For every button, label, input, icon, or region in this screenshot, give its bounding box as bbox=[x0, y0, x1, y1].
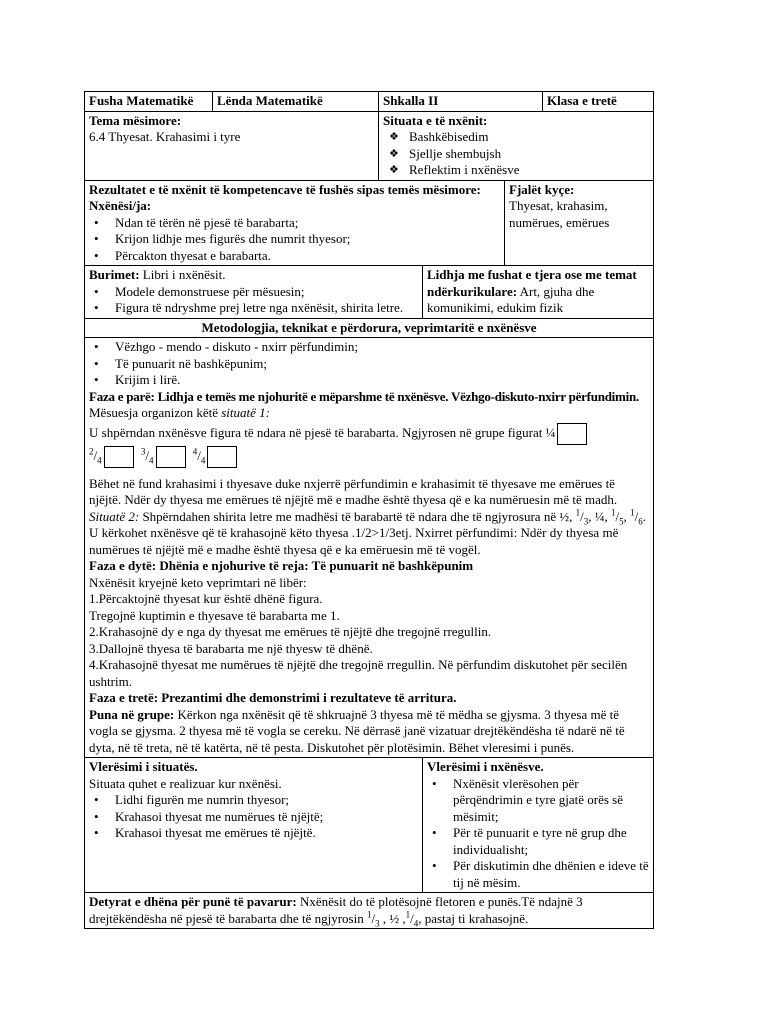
metodologjia-list bbox=[89, 339, 649, 389]
vleresimi-nxenesve-cell bbox=[423, 758, 654, 893]
header-klasa: Klasa e tretë bbox=[543, 92, 654, 112]
burimet-value: Libri i nxënësit. bbox=[139, 267, 226, 282]
rezultatet-label: Rezultatet e të nxënit të kompetencave të fushës sipas temës mësimore: Nxënësi/ja: bbox=[89, 181, 481, 213]
vleresimi-situates-label: Vlerësimi i situatës. bbox=[89, 759, 198, 775]
faza3-paragraph: Puna në grupe: Kërkon nga nxënësit që të shkruajnë 3 thyesa më të mëdha se gjysma. 3 thyesa më të vogla se gjysma. 2 thyesa më të vogla se cereku. Në dërrasë janë vizatuar drejtëkëndësha të ndarë në të dyta, në të treta, në të katërta, në të pesta. Diskutohet për plotësimin. Bëhet vleresimi i punës. bbox=[89, 706, 625, 755]
vleresimi-nxenesve-item: • Për të punuarit e tyre në grup dhe individualisht; bbox=[427, 825, 649, 858]
rezultatet-item: • Krijon lidhje mes figurës dhe numrit thyesor; bbox=[89, 231, 500, 248]
metodologjia-item: • Krijim i lirë. bbox=[89, 372, 649, 389]
fraction-figures-row bbox=[89, 445, 649, 468]
burimet-list bbox=[89, 284, 418, 317]
detyrat-cell: Detyrat e dhëna për punë të pavarur: Nxënësit do të plotësojnë fletoren e punës.Të ndajnë 3 drejtëkëndësha në pjesë të barabarta dhe të ngjyrosin $^1/_3$ , ½ $,^1/_4$, pastaj ti krahasojnë. bbox=[85, 893, 654, 929]
tema-value: 6.4 Thyesat. Krahasimi i tyre bbox=[89, 129, 241, 144]
detyrat-label: Detyrat e dhëna për punë të pavarur: bbox=[89, 894, 297, 910]
situata2-label: Situatë 2: bbox=[89, 508, 140, 524]
tema-row bbox=[85, 111, 654, 180]
faza1-intro: Mësuesja organizon këtë bbox=[89, 405, 222, 420]
situata-list bbox=[383, 129, 649, 179]
vleresimi-situates-list bbox=[89, 792, 418, 842]
faza1-intro-italic: situatë 1: bbox=[221, 405, 270, 420]
vleresimi-situates-item: • Krahasoi thyesat me numërues të njëjtë; bbox=[89, 809, 418, 826]
lidhja-cell bbox=[423, 266, 654, 319]
lesson-plan-page bbox=[84, 91, 653, 929]
metodologjia-title-row bbox=[85, 318, 654, 338]
fjalet-cell bbox=[505, 180, 654, 266]
faza2-line: Tregojnë kuptimin e thyesave të barabarta me 1. bbox=[89, 607, 340, 623]
fraction-figure-box bbox=[557, 423, 587, 445]
rezultatet-list bbox=[89, 215, 500, 265]
situata-cell bbox=[379, 111, 654, 180]
vleresimi-situates-item: • Lidhi figurën me numrin thyesor; bbox=[89, 792, 418, 809]
fraction-figure-box bbox=[207, 446, 237, 468]
detyrat-row bbox=[85, 893, 654, 929]
faza1-line1: U shpërndan nxënësve figura të ndara në pjesë të barabarta. Ngjyrosen në grupe figurat ¼ bbox=[89, 424, 556, 440]
situata-item: ❖ Reflektim i nxënësve bbox=[383, 162, 649, 179]
vleresimi-nxenesve-item: • Për diskutimin dhe dhënien e ideve të tij në mësim. bbox=[427, 858, 649, 891]
rezultatet-cell bbox=[85, 180, 505, 266]
rezultatet-row bbox=[85, 180, 654, 266]
vleresimi-nxenesve-label: Vlerësimi i nxënësve. bbox=[427, 759, 544, 775]
burimet-label: Burimet: bbox=[89, 267, 140, 282]
lidhja-value: Art, gjuha dhe komunikimi, edukim fizik bbox=[427, 283, 595, 315]
tema-cell bbox=[85, 111, 379, 180]
rezultatet-item: • Përcakton thyesat e barabarta. bbox=[89, 248, 500, 265]
vleresimi-row bbox=[85, 758, 654, 893]
faza1-para2: Bëhet në fund krahasimi i thyesave duke nxjerrë përfundimin e krahasimit të thyesave me emërues të njëjtë. Ndër dy thyesa me emërues të njëjtë më e madhe është thyesa që e ka numëruesin më të madh. bbox=[89, 475, 618, 508]
fraction-label: $^3/_4$ bbox=[140, 446, 154, 466]
faza3-title: Faza e tretë: Prezantimi dhe demonstrimi i rezultateve të arritura. bbox=[89, 690, 457, 706]
lesson-plan-table bbox=[84, 91, 654, 929]
fjalet-value: Thyesat, krahasim, numërues, emërues bbox=[509, 198, 610, 230]
fraction-figure-box bbox=[104, 446, 134, 468]
main-content-cell bbox=[85, 338, 654, 758]
vleresimi-situates-item: • Krahasoi thyesat me emërues të njëjtë. bbox=[89, 825, 418, 842]
situata-item: ❖ Sjellje shembujsh bbox=[383, 146, 649, 163]
faza2-line: 2.Krahasojnë dy e nga dy thyesat me emërues të njëjtë dhe tregojnë rregullin. bbox=[89, 624, 492, 640]
faza2-line: 3.Dallojnë thyesa të barabarta me një thyesw të dhënë. bbox=[89, 640, 373, 656]
metodologjia-item: • Vëzhgo - mendo - diskuto - nxirr përfundimin; bbox=[89, 339, 649, 356]
faza1-title: Faza e parë: Lidhja e temës me njohuritë e mëparshme të nxënësve. Vëzhgo-diskuto-nxirr përfundimin. bbox=[89, 388, 639, 404]
fjalet-label: Fjalët kyçe: bbox=[509, 181, 575, 197]
burimet-item: • Figura të ndryshme prej letre nga nxënësit, shirita letre. bbox=[89, 300, 418, 317]
situata2-paragraph: Situatë 2: Shpërndahen shirita letre me madhësi të barabartë të ndara dhe të ngjyrosura në ½, $^1/_3$, ¼, $^1/_5$, $^1/_6$. U kërkohet nxënësve që të krahasojnë këto thyesa .1/2>1/3etj. Nxirret përfundimi: Ndër dy thyesa më numërues të njëjtë më e madhe është thyesa që e ka emëruesin më të vogël. bbox=[89, 507, 646, 557]
metodologjia-item: • Të punuarit në bashkëpunim; bbox=[89, 356, 649, 373]
burimet-row bbox=[85, 266, 654, 319]
vleresimi-situates-cell bbox=[85, 758, 423, 893]
faza2-line: Nxënësit kryejnë keto veprimtari në libër: bbox=[89, 574, 307, 590]
burimet-cell bbox=[85, 266, 423, 319]
lidhja-label: Lidhja me fushat e tjera ose me temat ndërkurikulare: bbox=[427, 267, 637, 299]
situata-item: ❖ Bashkëbisedim bbox=[383, 129, 649, 146]
vleresimi-nxenesve-item: • Nxënësit vlerësohen për përqëndrimin e tyre gjatë orës së mësimit; bbox=[427, 776, 649, 826]
header-lenda: Lënda Matematikë bbox=[213, 92, 379, 112]
puna-label: Puna në grupe: bbox=[89, 706, 175, 722]
fraction-label: $^4/_4$ bbox=[192, 446, 206, 466]
fraction-label: $^2/_4$ bbox=[89, 446, 102, 466]
header-fusha: Fusha Matematikë bbox=[85, 92, 213, 112]
fraction-figure-box bbox=[156, 446, 186, 468]
vleresimi-situates-intro: Situata quhet e realizuar kur nxënësi. bbox=[89, 775, 282, 791]
tema-label: Tema mësimore: bbox=[89, 112, 182, 128]
faza2-line: 4.Krahasojnë thyesat me numërues të njëjtë dhe tregojnë rregullin. Në përfundim diskutohet për secilën ushtrim. bbox=[89, 657, 628, 689]
vleresimi-nxenesve-list bbox=[427, 776, 649, 892]
situata-label: Situata e të nxënit: bbox=[383, 112, 488, 128]
metodologjia-title: Metodologjia, teknikat e përdorura, veprimtaritë e nxënësve bbox=[85, 318, 654, 338]
burimet-item: • Modele demonstruese për mësuesin; bbox=[89, 284, 418, 301]
faza2-title: Faza e dytë: Dhënia e njohurive të reja: Të punuarit në bashkëpunim bbox=[89, 558, 474, 574]
header-shkalla: Shkalla II bbox=[379, 92, 543, 112]
rezultatet-item: • Ndan të tërën në pjesë të barabarta; bbox=[89, 215, 500, 232]
faza2-line: 1.Përcaktojnë thyesat kur është dhënë figura. bbox=[89, 591, 323, 607]
header-row bbox=[85, 92, 654, 112]
main-content-row bbox=[85, 338, 654, 758]
